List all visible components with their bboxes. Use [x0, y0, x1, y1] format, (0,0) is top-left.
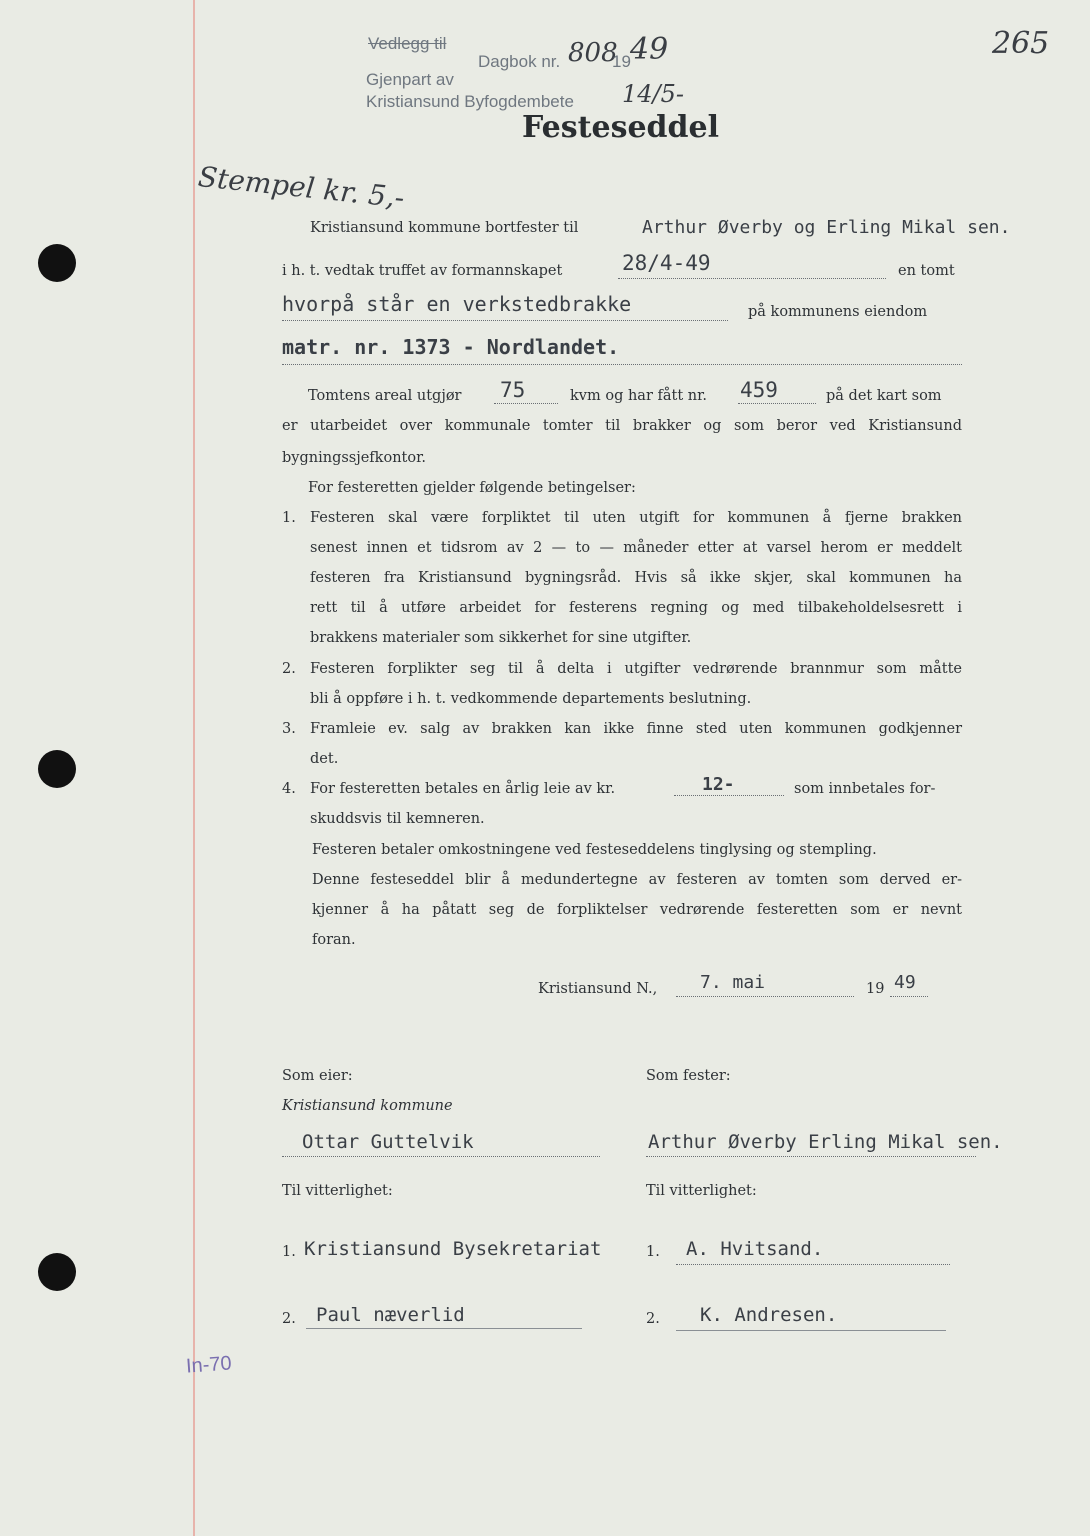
condition-number: 1. [282, 510, 296, 526]
witness-number: 2. [282, 1311, 296, 1327]
stempel-note: Stempel kr. 5,- [196, 160, 407, 215]
condition-number: 2. [282, 661, 296, 677]
witness-number: 2. [646, 1311, 660, 1327]
bottom-stamp: In-70 [185, 1352, 233, 1378]
dotted-line [282, 1156, 600, 1157]
vedtak-text: i h. t. vedtak truffet av formannskapet [282, 263, 563, 279]
dotted-line [282, 320, 728, 321]
condition-3-line: Framleie ev. salg av brakken kan ikke finne sted uten kommunen godkjenner [310, 721, 962, 737]
witness-number: 1. [282, 1244, 296, 1260]
dagbok-number: 808 [568, 38, 618, 68]
eiendom-text: på kommunens eiendom [748, 304, 928, 320]
condition-4-line-2: skuddsvis til kemneren. [310, 811, 485, 827]
stamp-dagbok-label: Dagbok nr. [478, 52, 561, 71]
area-text: Tomtens areal utgjør [308, 388, 462, 404]
lessee-signer: Arthur Øverby Erling Mikal sen. [648, 1131, 1003, 1153]
owner-label: Som eier: [282, 1068, 353, 1084]
condition-1-line: brakkens materialer som sikkerhet for sine utgifter. [310, 630, 692, 646]
dotted-line [618, 278, 886, 279]
condition-number: 4. [282, 781, 296, 797]
area-text-3: på det kart som [826, 388, 942, 404]
area-text-2: kvm og har fått nr. [570, 388, 708, 404]
dotted-line [674, 795, 784, 796]
date-year-prefix: 19 [866, 981, 885, 997]
witness-label-left: Til vitterlighet: [282, 1183, 393, 1199]
condition-number: 3. [282, 721, 296, 737]
dotted-line [676, 996, 854, 997]
signature-line [676, 1330, 946, 1331]
witness-right-2: K. Andresen. [700, 1304, 838, 1326]
matr-value: matr. nr. 1373 - Nordlandet. [282, 335, 620, 359]
intro-text: Kristiansund kommune bortfester til [310, 220, 579, 236]
area-line-3: bygningssjefkontor. [282, 450, 427, 466]
owner-name: Kristiansund kommune [282, 1098, 453, 1114]
vedtak-date-value: 28/4-49 [622, 251, 711, 275]
dotted-line [646, 1156, 976, 1157]
condition-1-line: festeren fra Kristiansund bygningsråd. Hvis så ikke skjer, skal kommunen ha [310, 570, 962, 586]
area-line-2: er utarbeidet over kommunale tomter til brakker og som beror ved Kristiansund [282, 418, 962, 434]
tomt-text: en tomt [898, 263, 955, 279]
signing-paragraph-line: Denne festeseddel blir å medundertegne av festeren av tomten som derved er- [312, 872, 962, 888]
dotted-line [890, 996, 928, 997]
margin-line [193, 0, 195, 1536]
signing-paragraph-line: kjenner å ha påtatt seg de forpliktelser vedrørende festeretten som er nevnt [312, 902, 962, 918]
building-value: hvorpå står en verkstedbrakke [282, 292, 632, 316]
condition-2-line: Festeren forplikter seg til å delta i utgifter vedrørende brannmur som måtte [310, 661, 962, 677]
date-place: Kristiansund N., [538, 981, 658, 997]
punch-hole [38, 750, 76, 788]
cost-paragraph: Festeren betaler omkostningene ved festeseddelens tinglysing og stempling. [312, 842, 877, 858]
condition-4-text: For festeretten betales en årlig leie av kr. [310, 781, 616, 797]
condition-3-line: det. [310, 751, 339, 767]
dotted-line [738, 403, 816, 404]
stamp-gjenpart: Gjenpart av [366, 70, 454, 89]
punch-hole [38, 1253, 76, 1291]
signing-paragraph-line: foran. [312, 932, 356, 948]
lot-number-value: 459 [740, 378, 778, 402]
condition-1-line: rett til å utføre arbeidet for festerens regning og med tilbakeholdelsesrett i [310, 600, 962, 616]
lessee-label: Som fester: [646, 1068, 731, 1084]
page-number: 265 [992, 26, 1050, 61]
lessee-names-value: Arthur Øverby og Erling Mikal sen. [642, 217, 1011, 238]
stamp-vedlegg: Vedlegg til [368, 34, 447, 53]
punch-hole [38, 244, 76, 282]
date-value: 7. mai [700, 972, 766, 993]
date-year: 49 [894, 972, 916, 993]
condition-1-line: senest innen et tidsrom av 2 — to — måneder etter at varsel herom er meddelt [310, 540, 962, 556]
dotted-line [494, 403, 558, 404]
witness-left-2: Paul næverlid [316, 1304, 465, 1326]
witness-number: 1. [646, 1244, 660, 1260]
rent-value: 12- [702, 774, 735, 795]
dotted-line [282, 364, 962, 365]
stamp-office: Kristiansund Byfogdembete [366, 92, 574, 111]
stamp-year-prefix: 19 [612, 52, 631, 71]
stamp-date: 14/5- [622, 80, 685, 108]
condition-4-text-2: som innbetales for- [794, 781, 936, 797]
condition-2-line: bli å oppføre i h. t. vedkommende departements beslutning. [310, 691, 752, 707]
witness-left-1: Kristiansund Bysekretariat [304, 1238, 602, 1260]
conditions-intro: For festeretten gjelder følgende betingelser: [308, 480, 636, 496]
signature-line [306, 1328, 582, 1329]
dotted-line [676, 1264, 950, 1265]
witness-label-right: Til vitterlighet: [646, 1183, 757, 1199]
area-value: 75 [500, 378, 526, 402]
condition-1-line: Festeren skal være forpliktet til uten utgift for kommunen å fjerne brakken [310, 510, 962, 526]
dagbok-year: 49 [630, 32, 669, 67]
document-title: Festeseddel [522, 110, 719, 145]
owner-signer: Ottar Guttelvik [302, 1131, 474, 1153]
witness-right-1: A. Hvitsand. [686, 1238, 824, 1260]
